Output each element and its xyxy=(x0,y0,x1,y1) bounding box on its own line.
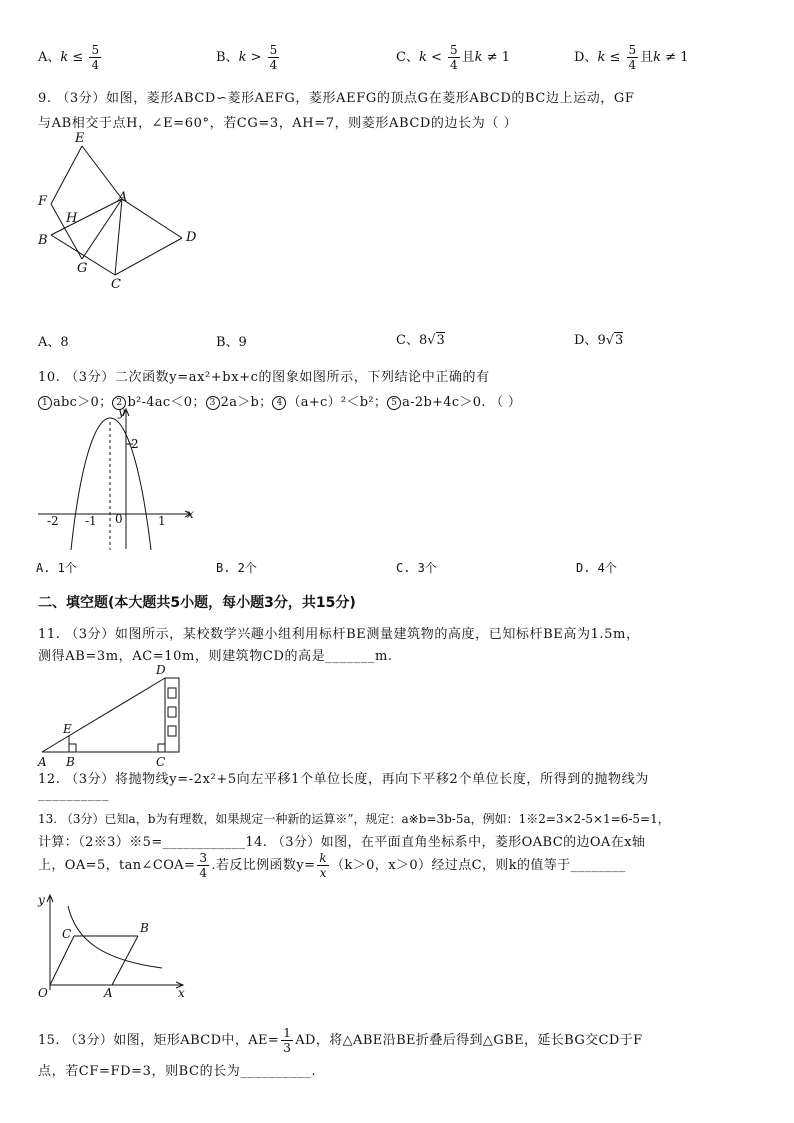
q8-option-c: C、k < $\frac{5}{4}$ 且k ≠ 1 xyxy=(396,43,510,72)
q13-stem-line1: 13. （3分）已知a，b为有理数，如果规定一种新的运算※”，规定：a※b=3b-5a，例如：1※2=3×2-5×1=6-5=1， xyxy=(38,812,670,826)
tick-0: 0 xyxy=(115,512,123,526)
q10-option-d: D. 4个 xyxy=(576,561,617,575)
label-E: E xyxy=(75,131,85,146)
q10-option-c: C. 3个 xyxy=(396,561,437,575)
q8-option-b: B、k > $\frac{5}{4}$ xyxy=(216,43,278,72)
q12-stem-line1: 12. （3分）将抛物线y=-2x²+5向左平移1个单位长度，再向下平移2个单位长度，所得到的抛物线为 xyxy=(38,772,649,787)
q10-stem-line2: 1 abc＞0； 2 b²-4ac＜0； 3 2a＞b； 4 （a+c）²＜b²； 5 a-2b+4c＞0. （ ） xyxy=(38,391,521,410)
q13-stem-line2: 计算：（2※3）※5=____________14. （3分）如图，在平面直角坐标系中，菱形OABC的边OA在x轴 xyxy=(38,835,646,850)
q14-coordinate-figure xyxy=(32,890,192,1005)
label-A: A xyxy=(104,986,113,1000)
q15-stem-line1: 15. （3分）如图，矩形ABCD中，AE= $\frac{1}{3}$ AD，将△ABE沿BE折叠后得到△GBE，延长BG交CD于F xyxy=(38,1026,643,1055)
q10-parabola-figure xyxy=(30,404,205,554)
axis-label-x: x xyxy=(187,507,194,521)
q9-option-c: C、8√3 xyxy=(396,333,445,348)
q9-rhombus-figure xyxy=(30,128,210,293)
q9-stem-line2: 与AB相交于点H，∠E=60°，若CG=3，AH=7，则菱形ABCD的边长为（ ） xyxy=(38,116,518,131)
q12-stem-line2: __________ xyxy=(38,787,109,802)
label-G: G xyxy=(77,261,88,276)
label-C: C xyxy=(156,755,166,769)
q14-stem: 上，OA=5，tan∠COA= $\frac{3}{4}$ .若反比例函数y= $\frac{k}{x}$ （k＞0，x＞0）经过点C，则k的值等于________ xyxy=(38,851,626,880)
label-H: H xyxy=(66,211,78,226)
q10-stem-line1: 10. （3分）二次函数y=ax²+bx+c的图象如图所示，下列结论中正确的有 xyxy=(38,370,490,385)
q11-stem-line1: 11. （3分）如图所示，某校数学兴趣小组利用标杆BE测量建筑物的高度，已知标杆BE高为1.5m， xyxy=(38,627,640,642)
q15-stem-line2: 点，若CF=FD=3，则BC的长为__________. xyxy=(38,1064,317,1079)
label-A: A xyxy=(118,190,128,205)
label-D: D xyxy=(186,230,197,245)
label-B: B xyxy=(140,921,149,935)
tick-minus1: -1 xyxy=(85,514,97,528)
label-F: F xyxy=(38,194,48,209)
q11-stem-line2: 测得AB=3m，AC=10m，则建筑物CD的高是_______m. xyxy=(38,649,393,664)
label-B: B xyxy=(38,233,48,248)
q9-option-d: D、9√3 xyxy=(574,333,624,348)
label-D: D xyxy=(156,663,166,677)
axis-label-x: x xyxy=(178,986,185,1000)
axis-label-y: y xyxy=(118,405,125,419)
label-E: E xyxy=(63,722,72,736)
tick-minus2: -2 xyxy=(47,514,59,528)
q10-option-b: B. 2个 xyxy=(216,561,257,575)
q8-option-a: A、k ≤ $\frac{5}{4}$ xyxy=(38,43,100,72)
tick-2: 2 xyxy=(131,437,139,451)
q11-building-figure xyxy=(32,660,192,770)
q10-option-a: A. 1个 xyxy=(36,561,77,575)
label-O: O xyxy=(38,986,48,1000)
label-A: A xyxy=(38,755,47,769)
tick-1: 1 xyxy=(158,514,166,528)
q9-option-a: A、8 xyxy=(38,335,69,350)
label-C: C xyxy=(111,277,121,292)
q8-option-d: D、k ≤ $\frac{5}{4}$ 且k ≠ 1 xyxy=(574,43,689,72)
label-B: B xyxy=(66,755,75,769)
q9-option-b: B、9 xyxy=(216,335,247,350)
axis-label-y: y xyxy=(38,893,45,907)
section-heading: 二、填空题(本大题共5小题，每小题3分，共15分) xyxy=(38,595,356,611)
label-C: C xyxy=(62,927,72,941)
q9-stem-line1: 9. （3分）如图，菱形ABCD∽菱形AEFG，菱形AEFG的顶点G在菱形ABCD的BC边上运动，GF xyxy=(38,91,635,106)
